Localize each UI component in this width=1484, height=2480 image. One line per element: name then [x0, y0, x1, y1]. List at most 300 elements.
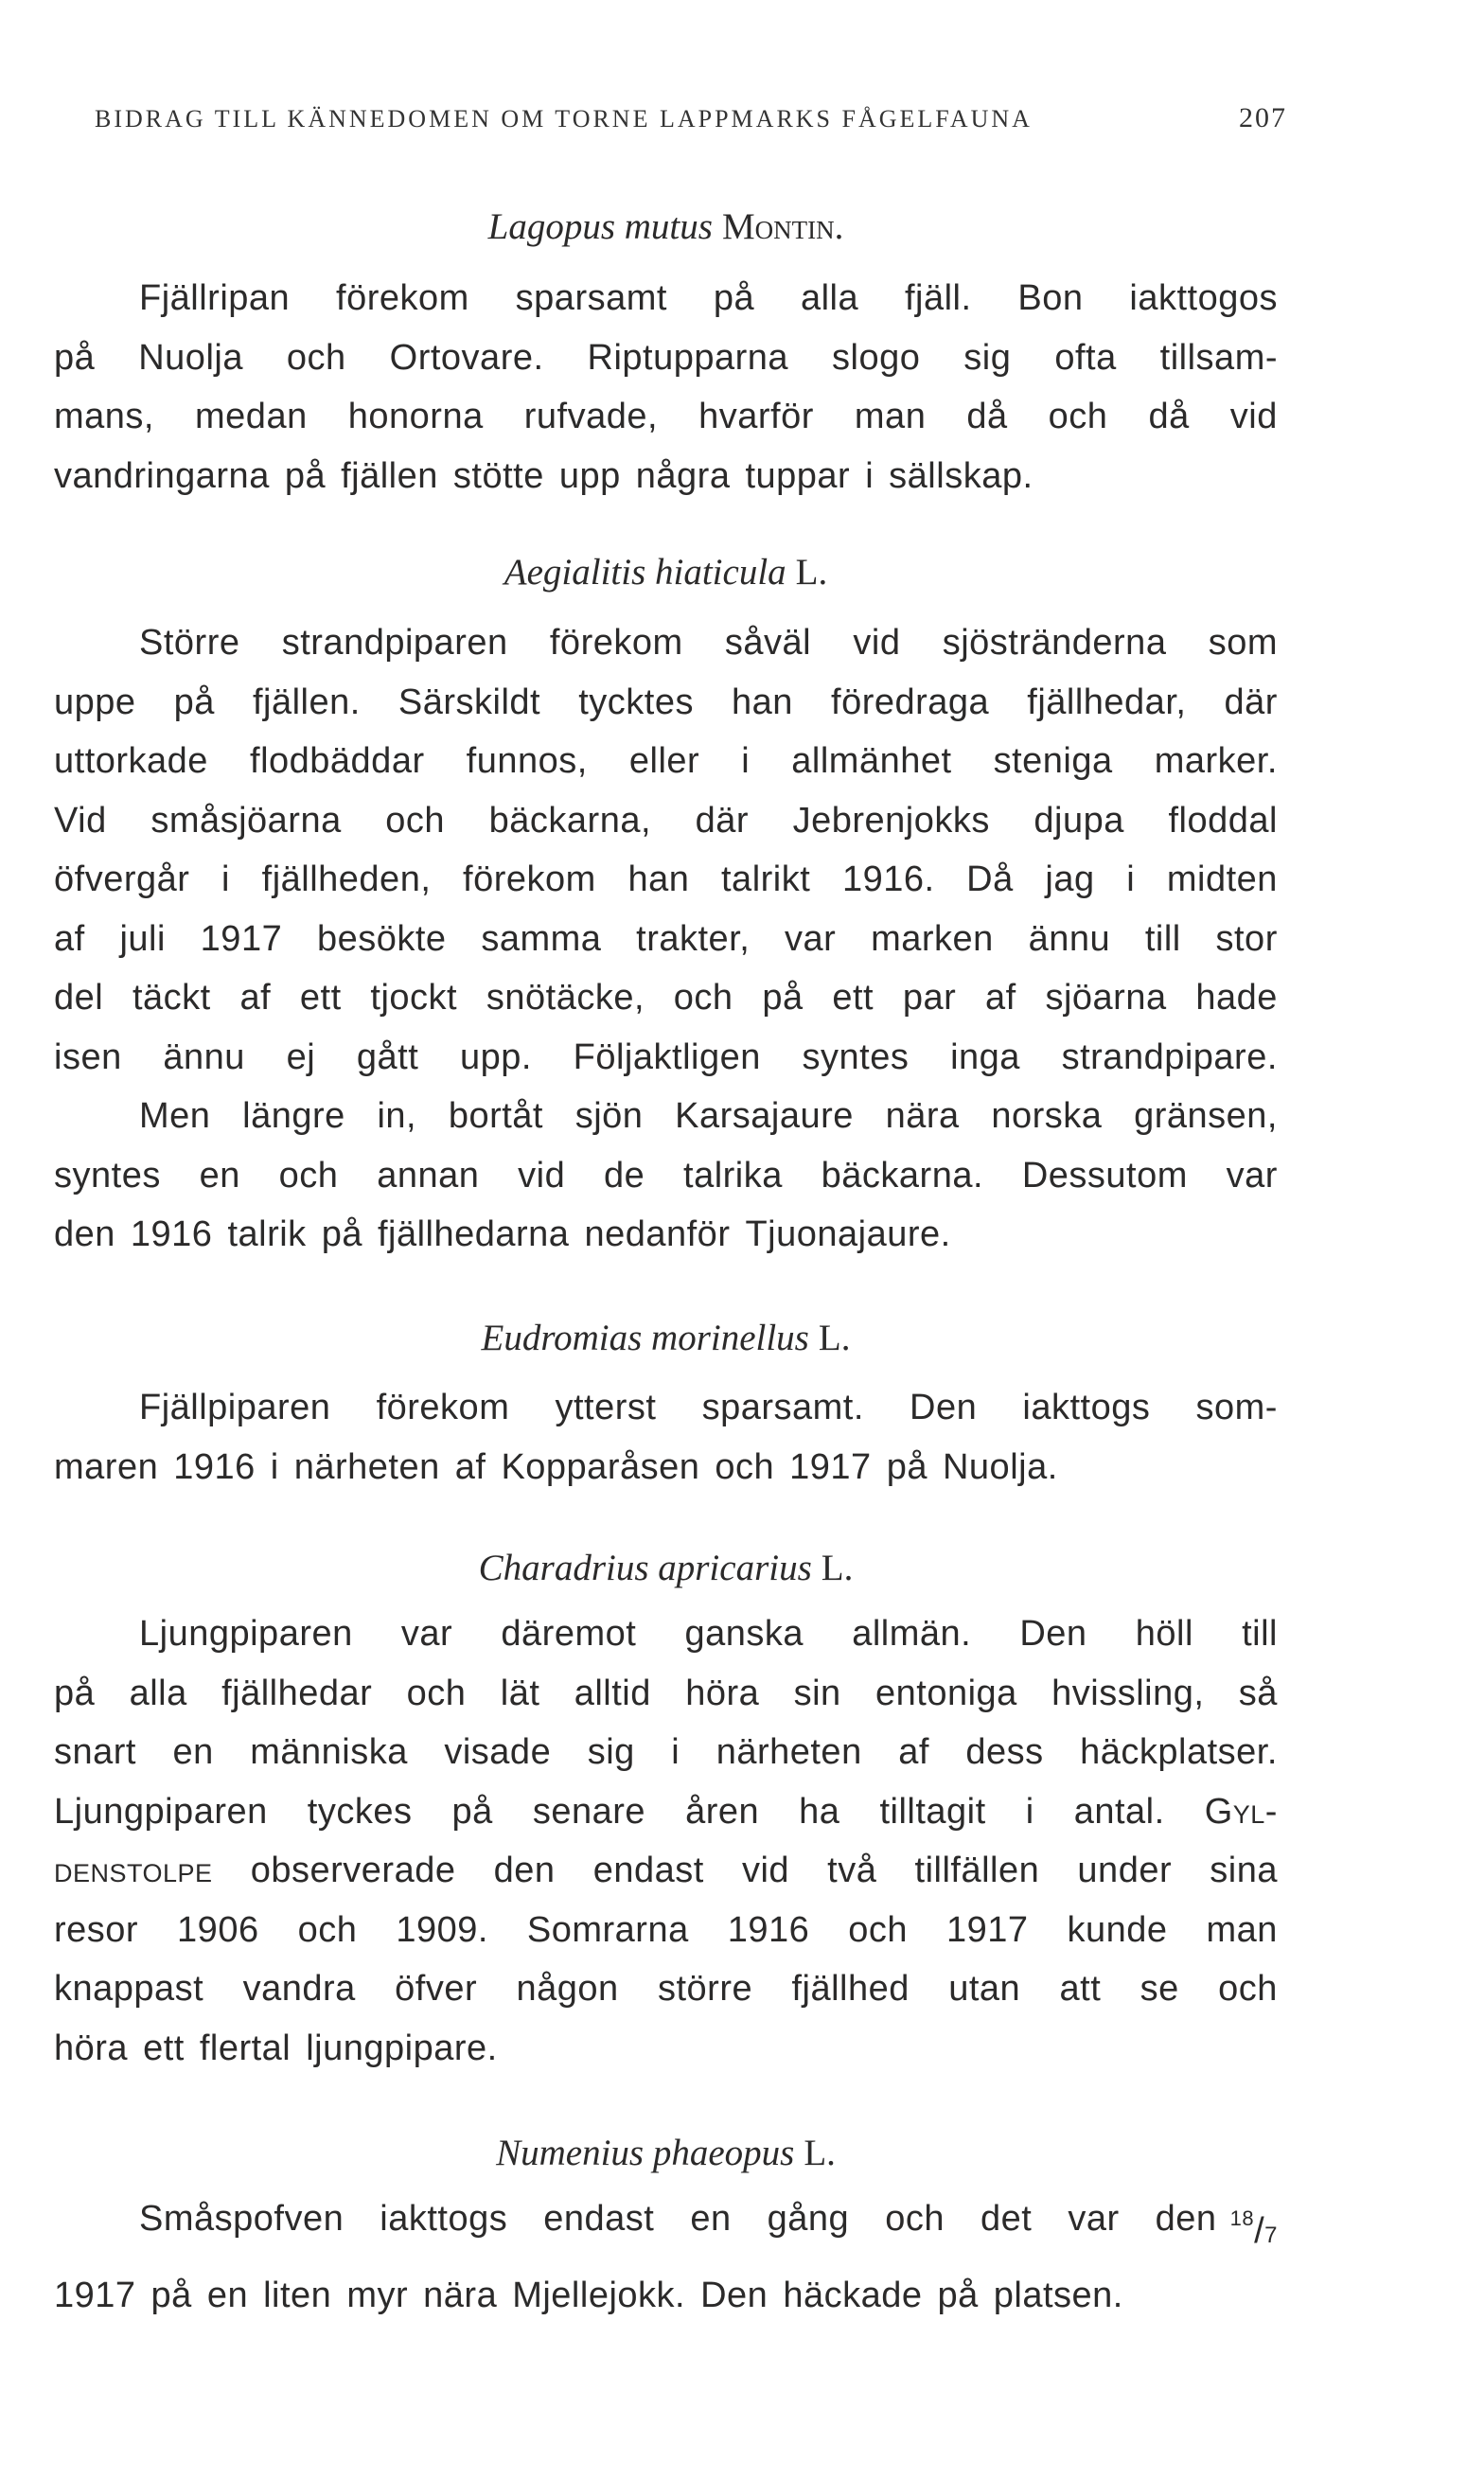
word: sparsamt. [701, 1388, 864, 1427]
word: gått [356, 1036, 419, 1077]
word: man [854, 397, 927, 436]
text-line [54, 2019, 1278, 2079]
word: Nuolja [138, 337, 243, 378]
word: stor [1215, 918, 1278, 959]
word: på [284, 455, 327, 496]
word: uttorkade [54, 741, 208, 781]
word: par [902, 978, 957, 1018]
species-name: Eudromias morinellus [481, 1318, 809, 1358]
word: nära [885, 1096, 960, 1136]
word: alla [129, 1673, 187, 1713]
word: längre [242, 1096, 345, 1136]
word: Särskildt [398, 682, 541, 722]
date-numerator: 18 [1229, 2206, 1255, 2230]
word: närheten [293, 1446, 440, 1487]
word: och [286, 337, 346, 378]
word: Ortovare. [389, 337, 544, 378]
word: snart [54, 1732, 136, 1772]
species-name: Lagopus mutus [487, 206, 713, 247]
word: några [635, 455, 731, 496]
text-line [54, 850, 1278, 910]
word: gränsen, [1134, 1096, 1278, 1136]
word: Större [139, 623, 240, 663]
species-author: Montin. [721, 206, 844, 247]
word: sparsamt [515, 278, 667, 318]
word: i [671, 1732, 680, 1772]
species-text-numenius [54, 2189, 1278, 2325]
word: täckt [132, 978, 211, 1018]
species-heading-aegialitis [54, 544, 1278, 601]
word: 1906 [177, 1909, 259, 1950]
word: på [150, 2275, 192, 2315]
word: höll [1135, 1614, 1193, 1654]
word: fjällhedarna [377, 1214, 570, 1254]
text-line [54, 1205, 1278, 1265]
word: tilltagit [879, 1791, 986, 1832]
text-line [54, 732, 1278, 791]
species-author: L. [818, 1318, 851, 1358]
word: Somrarna [526, 1909, 689, 1950]
species-name: Aegialitis hiaticula [504, 552, 786, 593]
word: maren [54, 1446, 159, 1487]
word: den [54, 1214, 115, 1254]
word: Karsajaure [675, 1096, 854, 1136]
text-line [54, 328, 1278, 388]
word: var [1068, 2199, 1120, 2239]
word: 1916 [173, 1446, 256, 1487]
word: då [966, 397, 1008, 436]
species-text-aegialitis [54, 613, 1278, 1265]
word: sjön [574, 1096, 644, 1136]
word: 1917 [945, 1909, 1029, 1950]
text-line [54, 269, 1278, 328]
word: myr [346, 2275, 409, 2315]
word: sig [963, 337, 1012, 378]
word: höra [54, 2028, 129, 2068]
word: och [385, 800, 446, 841]
word: entoniga [875, 1673, 1017, 1713]
word: ännu [163, 1036, 245, 1077]
word: sjöarna [1045, 978, 1167, 1018]
word: föredraga [831, 682, 990, 722]
word: syntes [802, 1036, 910, 1077]
word: i [221, 859, 230, 899]
word: trakter, [636, 918, 751, 959]
word: den [1155, 2199, 1217, 2239]
word: Bon [1017, 278, 1084, 318]
word: juli [119, 918, 166, 959]
word: talrikt [721, 859, 811, 899]
word: Vid [54, 800, 107, 841]
species-heading-eudromias [54, 1310, 1278, 1367]
word: kunde [1067, 1909, 1168, 1950]
word: Småspofven [139, 2199, 344, 2239]
word: som [1208, 623, 1278, 663]
word: Den [1019, 1614, 1087, 1654]
word: 1917 [200, 918, 283, 959]
word: Kopparåsen [501, 1446, 700, 1487]
word: antal. [1073, 1791, 1165, 1832]
word: ha [799, 1791, 840, 1832]
word: och [297, 1909, 358, 1950]
word: strandpipare. [1061, 1036, 1278, 1077]
word: funnos, [466, 741, 588, 781]
word: tillsam- [1159, 337, 1278, 378]
word: bortåt [448, 1096, 543, 1136]
text-line [54, 613, 1278, 673]
word: snötäcke, [486, 978, 645, 1018]
word: på [173, 682, 215, 722]
word: och [1218, 1969, 1278, 2009]
text-line [54, 1664, 1278, 1724]
word: resor [54, 1909, 139, 1950]
text-line-body [139, 2189, 1217, 2266]
word: af [454, 1446, 486, 1487]
running-header [95, 102, 1287, 134]
word: då [1148, 397, 1190, 436]
word: medan [195, 397, 308, 436]
word: knappast [54, 1969, 204, 2009]
word: fjällhedar [221, 1673, 373, 1713]
word: förekom [463, 859, 596, 899]
word: allmän. [852, 1614, 972, 1654]
word: Då [966, 859, 1014, 899]
word: besökte [316, 918, 447, 959]
word: af [898, 1732, 929, 1772]
word: inga [950, 1036, 1020, 1077]
word: fjällhed [791, 1969, 910, 2009]
word: stötte [452, 455, 544, 496]
word: var [1226, 1155, 1278, 1196]
word: gång [767, 2199, 850, 2239]
word: man [1206, 1909, 1278, 1950]
word: i [1126, 859, 1136, 899]
text-line [54, 968, 1278, 1028]
word: dess [965, 1732, 1044, 1772]
word: och [406, 1673, 467, 1713]
word: ett [143, 2028, 185, 2068]
word: af [985, 978, 1016, 1018]
word: var [785, 918, 837, 959]
word: marken [871, 918, 994, 959]
text-line [54, 1723, 1278, 1782]
word: på [54, 1673, 96, 1713]
word: observerade [250, 1851, 456, 1890]
text-line [54, 1959, 1278, 2019]
text-line [54, 387, 1278, 447]
date-fraction: $^{18}$/7 [1229, 2206, 1278, 2251]
word: midten [1166, 859, 1278, 899]
text-line [54, 1604, 1278, 1664]
word: en [206, 2275, 249, 2315]
word: någon [516, 1969, 619, 2009]
word: tycktes [578, 682, 694, 722]
word: fjällen. [252, 682, 361, 722]
text-line [54, 1378, 1278, 1438]
species-author: L. [795, 552, 828, 593]
word: Gyl- [1204, 1791, 1278, 1832]
word: af [54, 918, 85, 959]
word: en [690, 2199, 732, 2239]
text-line [54, 2189, 1278, 2266]
word: ljungpipare. [306, 2028, 498, 2068]
word: småsjöarna [150, 800, 342, 841]
word: han [627, 859, 690, 899]
word: Dessutom [1021, 1155, 1188, 1196]
word: 1916 [727, 1909, 810, 1950]
word: isen [54, 1036, 122, 1077]
word: tjockt [370, 978, 458, 1018]
word: 1916. [841, 859, 935, 899]
word: människa [250, 1732, 408, 1772]
word: syntes [54, 1155, 161, 1196]
word: Riptupparna [587, 337, 789, 378]
word: hade [1195, 978, 1278, 1018]
species-text-charadrius [54, 1604, 1278, 2078]
word: Följaktligen [573, 1036, 761, 1077]
word: och [278, 1155, 339, 1196]
word: och [885, 2199, 945, 2239]
word: floddal [1168, 800, 1278, 841]
word: sin [793, 1673, 841, 1713]
word: sällskap. [889, 455, 1034, 496]
word: att [1059, 1969, 1102, 2009]
word: och [1048, 397, 1108, 436]
text-line [54, 1438, 1278, 1497]
word: på [886, 1446, 928, 1487]
running-title: BIDRAG TILL KÄNNEDOMEN OM TORNE LAPPMARKS FÅGELFAUNA [95, 105, 1033, 133]
word: vid [741, 1851, 790, 1890]
word: och [715, 1446, 775, 1487]
species-text-lagopus [54, 269, 1278, 505]
word: ytterst [555, 1388, 657, 1427]
word: 1917 [789, 1446, 872, 1487]
word: på [451, 1791, 493, 1832]
word: tuppar [745, 455, 851, 496]
word: som- [1195, 1388, 1278, 1427]
word: marker. [1154, 741, 1278, 781]
word: Fjällpiparen [139, 1388, 331, 1427]
species-author: L. [821, 1548, 854, 1588]
species-heading-lagopus [54, 199, 1278, 256]
date-denominator: 7 [1264, 2223, 1278, 2248]
word: två [827, 1851, 877, 1890]
word: endast [592, 1851, 704, 1890]
word: vid [853, 623, 901, 663]
page-number: 207 [1239, 102, 1287, 133]
word: förekom [376, 1388, 510, 1427]
species-name: Numenius phaeopus [496, 2133, 795, 2173]
word: liten [263, 2275, 332, 2315]
word: förekom [336, 278, 469, 318]
word: allmänhet [791, 741, 952, 781]
word: på [762, 978, 804, 1018]
species-author: L. [804, 2133, 836, 2173]
text-line [54, 910, 1278, 969]
word: bäckarna, [488, 800, 652, 841]
text-line [54, 1841, 1278, 1901]
word: bäckarna. [821, 1155, 984, 1196]
word: hvissling, [1051, 1673, 1205, 1713]
word: den [493, 1851, 556, 1890]
text-line [54, 1087, 1278, 1146]
word: ett [299, 978, 342, 1018]
species-heading-charadrius [54, 1540, 1278, 1597]
word: vid [1229, 397, 1278, 436]
word: alla [800, 278, 859, 318]
word: slogo [832, 337, 921, 378]
word: tyckes [307, 1791, 413, 1832]
word: Men [139, 1096, 211, 1136]
word: Jebrenjokks [792, 800, 990, 841]
word: Nuolja. [942, 1446, 1058, 1487]
word: han [732, 682, 793, 722]
word: större [657, 1969, 753, 2009]
word: fjäll. [904, 278, 972, 318]
word: på [937, 2275, 979, 2315]
word: närheten [716, 1732, 862, 1772]
word: i [1025, 1791, 1034, 1832]
word: Mjellejokk. [512, 2275, 686, 2315]
word: häckade [783, 2275, 923, 2315]
word: en [199, 1155, 240, 1196]
word: höra [685, 1673, 760, 1713]
word: sjöstränderna [942, 623, 1167, 663]
word: och [848, 1909, 908, 1950]
word: iakttogs [380, 2199, 508, 2239]
word: upp [558, 455, 621, 496]
word: jag [1045, 859, 1095, 899]
word: utan [948, 1969, 1021, 2009]
word: där [1224, 682, 1278, 722]
word: flodbäddar [250, 741, 425, 781]
word: sig [587, 1732, 635, 1772]
word: iakttogos [1129, 278, 1278, 318]
word: norska [991, 1096, 1103, 1136]
word: i [741, 741, 751, 781]
word: däremot [501, 1614, 637, 1654]
word: där [695, 800, 750, 841]
word: fjällheden, [261, 859, 432, 899]
word: de [603, 1155, 645, 1196]
text-line [54, 1146, 1278, 1206]
word: 1909. [396, 1909, 488, 1950]
species-text-eudromias [54, 1378, 1278, 1497]
word: vandra [242, 1969, 356, 2009]
word: talrik [227, 1214, 307, 1254]
word: åren [685, 1791, 760, 1832]
word: senare [532, 1791, 646, 1832]
word: rufvade, [523, 397, 659, 436]
word: ett [832, 978, 874, 1018]
word: uppe [54, 682, 136, 722]
word: hvarför [698, 397, 814, 436]
word: Ljungpiparen [139, 1614, 353, 1654]
word: fjällhedar, [1027, 682, 1187, 722]
word: endast [543, 2199, 655, 2239]
word: i [270, 1446, 279, 1487]
species-heading-numenius [54, 2125, 1278, 2182]
word: och [673, 978, 733, 1018]
word: ej [286, 1036, 316, 1077]
word: såväl [724, 623, 812, 663]
word: lät [500, 1673, 540, 1713]
word: in, [377, 1096, 417, 1136]
word: fjällen [341, 455, 438, 496]
word: Den [700, 2275, 768, 2315]
word: upp. [459, 1036, 532, 1077]
word: häckplatser. [1080, 1732, 1278, 1772]
word: ofta [1054, 337, 1117, 378]
word: eller [628, 741, 700, 781]
word: 1916 [130, 1214, 213, 1254]
word: tillfällen [914, 1851, 1040, 1890]
word: del [54, 978, 104, 1018]
text-line [54, 673, 1278, 733]
text-line [54, 1901, 1278, 1960]
word: Den [910, 1388, 978, 1427]
word: djupa [1034, 800, 1124, 841]
word: iakttogs [1022, 1388, 1151, 1427]
text-line [54, 2266, 1278, 2326]
word: honorna [347, 397, 484, 436]
word: Ljungpiparen [54, 1791, 268, 1832]
word: Fjällripan [139, 278, 291, 318]
word: mans, [54, 397, 154, 436]
word: till [1144, 918, 1181, 959]
word: vandringarna [54, 455, 270, 496]
word: var [400, 1614, 453, 1654]
text-line [54, 1782, 1278, 1842]
word: öfvergår [54, 859, 190, 899]
word: ganska [684, 1614, 804, 1654]
word: en [172, 1732, 214, 1772]
word: på [713, 278, 755, 318]
word: se [1140, 1969, 1179, 2009]
word: platsen. [993, 2275, 1123, 2315]
word: nära [423, 2275, 498, 2315]
word: alltid [574, 1673, 651, 1713]
word: steniga [993, 741, 1113, 781]
word: visade [444, 1732, 552, 1772]
word: talrika [683, 1155, 783, 1196]
word: ännu [1028, 918, 1111, 959]
word: sina [1210, 1851, 1278, 1890]
word: annan [377, 1155, 480, 1196]
word: 1917 [54, 2275, 136, 2315]
word: nedanför [584, 1214, 731, 1254]
text-line [54, 791, 1278, 851]
word: förekom [549, 623, 683, 663]
word: Tjuonajaure. [745, 1214, 951, 1254]
word: det [980, 2199, 1033, 2239]
word: strandpiparen [281, 623, 508, 663]
word: så [1238, 1673, 1278, 1713]
word: denstolpe [54, 1851, 213, 1890]
species-name: Charadrius apricarius [478, 1548, 812, 1588]
word: på [54, 337, 96, 378]
word: samma [481, 918, 602, 959]
word: flertal [199, 2028, 292, 2068]
word: under [1077, 1851, 1173, 1890]
word: på [321, 1214, 362, 1254]
word: af [239, 978, 272, 1018]
text-line [54, 447, 1278, 506]
word: i [865, 455, 874, 496]
word: öfver [395, 1969, 478, 2009]
text-line [54, 1028, 1278, 1088]
word: vid [518, 1155, 566, 1196]
